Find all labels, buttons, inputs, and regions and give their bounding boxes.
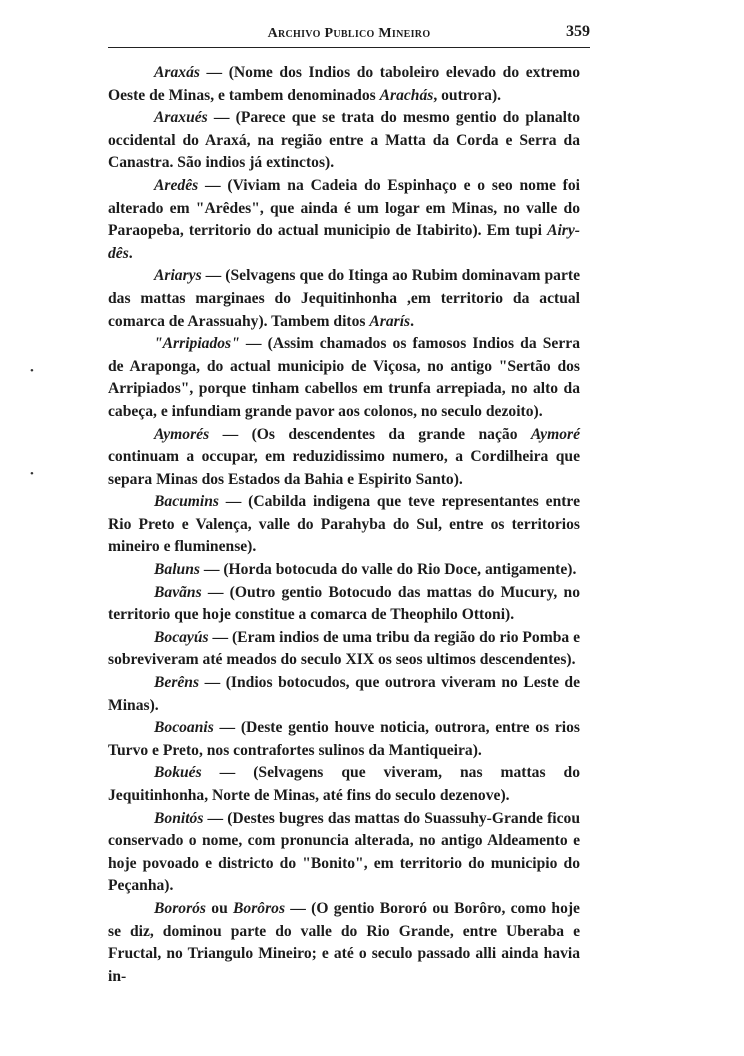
glossary-entry xyxy=(108,265,580,333)
entry-term: Bokués xyxy=(154,764,202,782)
entry-text: — (Destes bugres das mattas do Suassuhy-Grande ficou conservado o nome, com pronuncia alterada, no antigo Aldeamento e hoje povoado e districto do "Bonito", em territorio do municipio do Peçanha). xyxy=(108,809,580,895)
entry-term: Ariarys xyxy=(154,267,202,285)
glossary-body xyxy=(108,62,580,988)
entry-term: Araxués xyxy=(154,109,208,127)
glossary-entry xyxy=(108,62,580,107)
entry-text: — (Deste gentio houve noticia, outrora, entre os rios Turvo e Preto, nos contrafortes sulinos da Mantiqueira). xyxy=(108,719,580,759)
glossary-entry xyxy=(108,491,580,559)
glossary-entry xyxy=(108,672,580,717)
entry-tail: — (O gentio Bororó ou Borôro, como hoje se diz, dominou parte do valle do Rio Grande, entre Uberaba e Fructal, no Triangulo Mineiro; e até o seculo passado alli ainda havia in- xyxy=(108,899,580,985)
glossary-entry xyxy=(108,107,580,175)
entry-text: — (Selvagens que do Itinga ao Rubim dominavam parte das mattas marginaes do Jequitinhonha ,em territorio da actual comarca de Arassuahy). Tambem ditos xyxy=(108,267,580,330)
page-number: 359 xyxy=(566,23,590,40)
entry-text: — (Eram indios de uma tribu da região do rio Pomba e sobreviveram até meados do seculo XIX os seos ultimos descendentes). xyxy=(108,628,580,669)
entry-text: — (Indios botocudos, que outrora viveram no Leste de Minas). xyxy=(108,674,580,714)
entry-term: Bororós xyxy=(154,899,206,917)
glossary-entry xyxy=(108,175,580,265)
entry-text: — (Parece que se trata do mesmo gentio do planalto occidental do Araxá, na região entre a Matta da Corda e Serra da Canastra. São indios já extinctos). xyxy=(108,109,580,172)
entry-alt-term: Borôros xyxy=(233,899,286,917)
entry-term: Araxás xyxy=(154,64,200,81)
entry-term: Berêns xyxy=(154,674,200,692)
entry-term: Aymorés xyxy=(154,425,210,443)
entry-term: Bavãns xyxy=(154,583,202,601)
entry-term: Bocayús xyxy=(154,628,209,646)
entry-tail: , outrora). xyxy=(433,86,502,104)
glossary-entry xyxy=(108,424,580,492)
entry-tail: continuam a occupar, em reduzidissimo numero, a Cordilheira que separa Minas dos Estados da Bahia e Espirito Santo). xyxy=(108,448,580,488)
glossary-entry xyxy=(108,559,580,582)
entry-text: — (Cabilda indigena que teve representantes entre Rio Preto e Valença, valle do Parahyba do Sul, entre os territorios mineiro e fluminense). xyxy=(108,493,580,556)
entry-text: — (Viviam na Cadeia do Espinhaço e o seo nome foi alterado em "Arêdes", que ainda é um logar em Minas, no valle do Paraopeba, territorio do actual municipio de Itabirito). Em tupi xyxy=(108,176,580,240)
entry-text: ou xyxy=(206,899,234,917)
entry-text: — (Horda botocuda do valle do Rio Doce, antigamente). xyxy=(199,561,577,579)
header-rule xyxy=(108,47,590,48)
entry-tail: . xyxy=(128,244,133,262)
entry-alt-term: Aymoré xyxy=(530,425,580,443)
header-title: Archivo Publico Mineiro xyxy=(267,26,431,41)
entry-tail: . xyxy=(410,312,415,330)
entry-term: Bacumins xyxy=(154,493,219,511)
glossary-entry xyxy=(108,333,580,423)
entry-text: — (Assim chamados os famosos Indios da Serra de Araponga, do actual municipio de Viçosa, no antigo "Sertão dos Arripiados", porque tinham cabellos em trunfa arrepiada, no alto da cabeça, e infundiam grande pavor aos colonos, no seculo dezoito). xyxy=(108,335,580,420)
entry-text: — (Outro gentio Botocudo das mattas do Mucury, no territorio que hoje constitue a comarca de Theophilo Ottoni). xyxy=(108,583,580,624)
glossary-entry xyxy=(108,898,580,988)
glossary-entry xyxy=(108,762,580,807)
entry-term: "Arripiados" xyxy=(154,335,240,353)
entry-text: — (Os descendentes da grande nação xyxy=(209,425,531,443)
entry-alt-term: Airy-dês xyxy=(108,222,580,262)
entry-term: Bonitós xyxy=(154,809,204,827)
glossary-entry xyxy=(108,627,580,672)
glossary-entry xyxy=(108,582,580,627)
entry-text: — (Selvagens que viveram, nas mattas do Jequitinhonha, Norte de Minas, até fins do seculo dezenove). xyxy=(108,764,580,804)
entry-term: Aredês xyxy=(154,176,199,194)
entry-term: Bocoanis xyxy=(154,719,214,737)
entry-alt-term: Arachás xyxy=(379,86,434,104)
entry-text: — (Nome dos Indios do taboleiro elevado do extremo Oeste de Minas, e tambem denominados xyxy=(108,64,580,104)
margin-mark: • xyxy=(30,468,34,480)
running-header xyxy=(108,20,590,48)
entry-alt-term: Ararís xyxy=(369,312,411,330)
glossary-entry xyxy=(108,717,580,762)
glossary-entry xyxy=(108,808,580,898)
margin-mark: • xyxy=(30,365,34,377)
entry-term: Baluns xyxy=(154,561,200,579)
